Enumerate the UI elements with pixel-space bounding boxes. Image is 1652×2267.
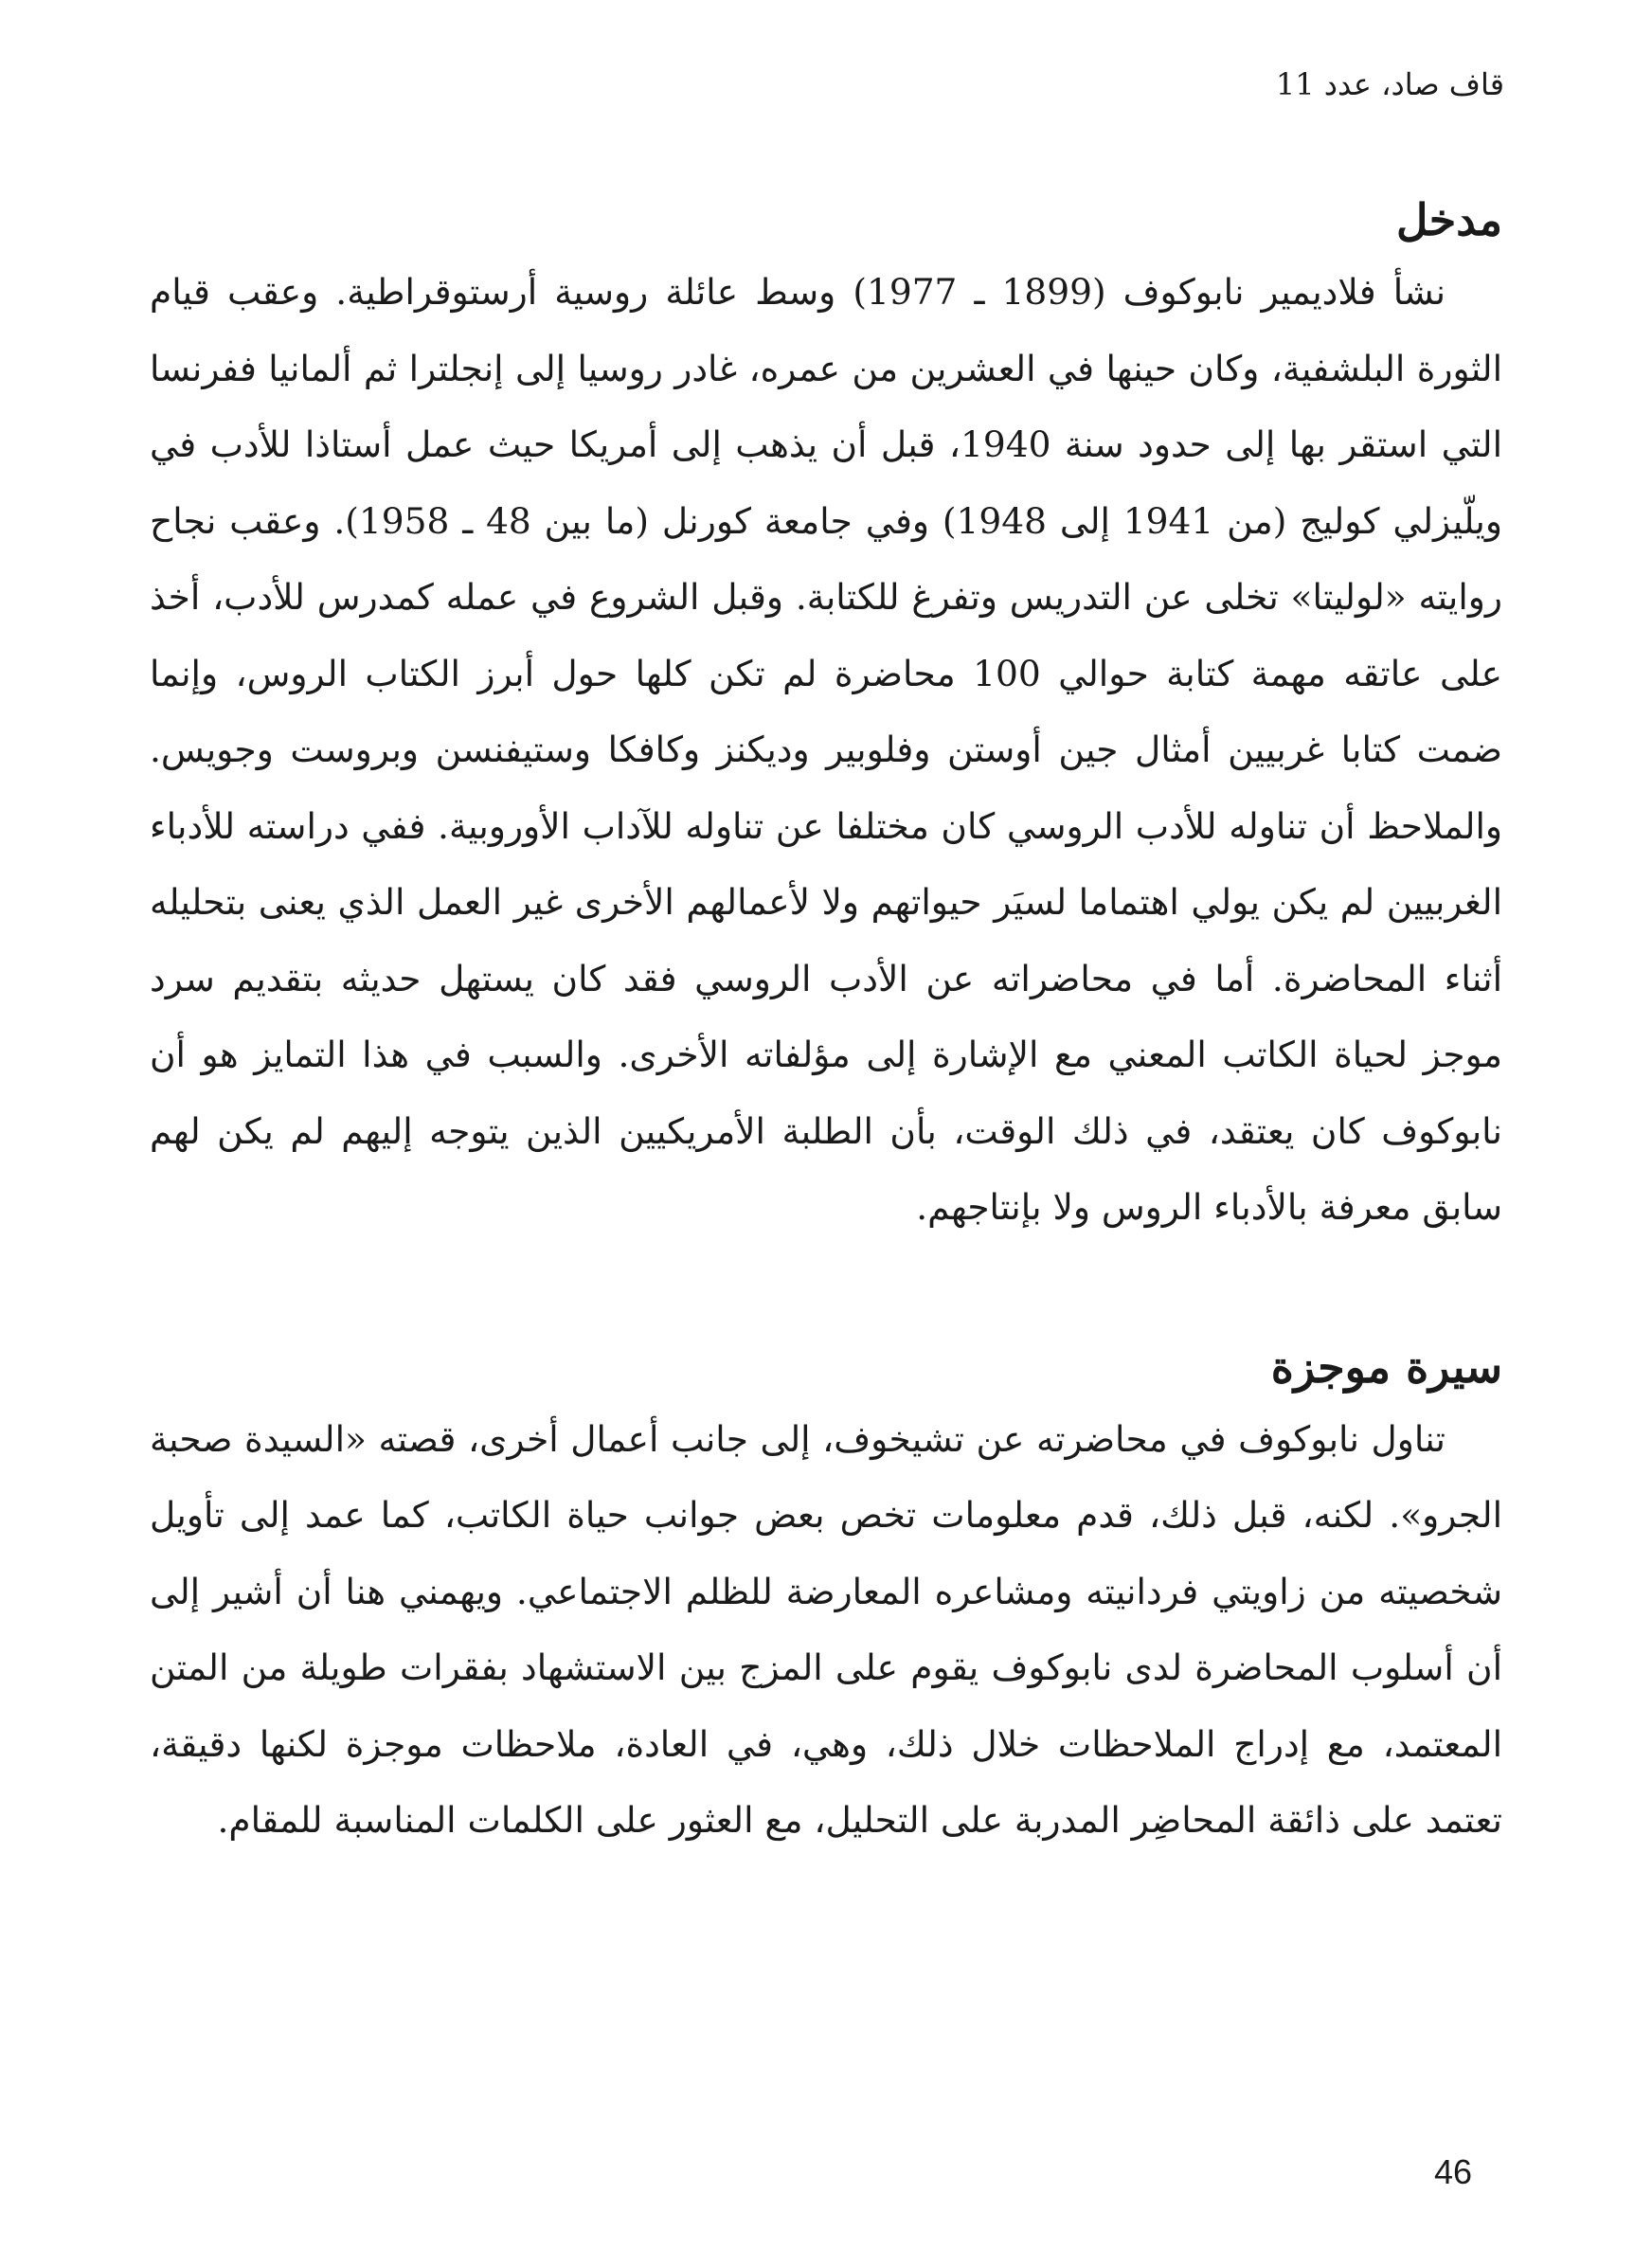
- section-spacer: [150, 1246, 1502, 1333]
- paragraph-introduction: نشأ فلاديمير نابوكوف (1899 ـ 1977) وسط عائلة روسية أرستوقراطية. وعقب قيام الثورة البلشفية، وكان حينها في العشرين من عمره، غادر روسيا إلى إنجلترا ثم ألمانيا ففرنسا التي استقر بها إلى حدود سنة 1940، قبل أن يذهب إلى أمريكا حيث عمل أستاذا للأدب في ويلّيزلي كوليج (من 1941 إلى 1948) وفي جامعة كورنل (ما بين 48 ـ 1958). وعقب نجاح روايته «لوليتا» تخلى عن التدريس وتفرغ للكتابة. وقبل الشروع في عمله كمدرس للأدب، أخذ على عاتقه مهمة كتابة حوالي 100 محاضرة لم تكن كلها حول أبرز الكتاب الروس، وإنما ضمت كتابا غربيين أمثال جين أوستن وفلوبير وديكنز وكافكا وستيفنسن وبروست وجويس. والملاحظ أن تناوله للأدب الروسي كان مختلفا عن تناوله للآداب الأوروبية. ففي دراسته للأدباء الغربيين لم يكن يولي اهتماما لسيَر حيواتهم ولا لأعمالهم الأخرى غير العمل الذي يعنى بتحليله أثناء المحاضرة. أما في محاضراته عن الأدب الروسي فقد كان يستهل حديثه بتقديم سرد موجز لحياة الكاتب المعني مع الإشارة إلى مؤلفاته الأخرى. والسبب في هذا التمايز هو أن نابوكوف كان يعتقد، في ذلك الوقت، بأن الطلبة الأمريكيين الذين يتوجه إليهم لم يكن لهم سابق معرفة بالأدباء الروس ولا بإنتاجهم.: [150, 271, 1502, 1228]
- page-body: [150, 186, 1502, 1859]
- section-title-brief-biography: سيرة موجزة: [1270, 1340, 1502, 1393]
- paragraph-brief-biography: تناول نابوكوف في محاضرته عن تشيخوف، إلى جانب أعمال أخرى، قصته «السيدة صحبة الجرو». لكنه، قبل ذلك، قدم معلومات تخص بعض جوانب حياة الكاتب، كما عمد إلى تأويل شخصيته من زاويتي فردانيته ومشاعره المعارضة للظلم الاجتماعي. ويهمني هنا أن أشير إلى أن أسلوب المحاضرة لدى نابوكوف يقوم على المزج بين الاستشهاد بفقرات طويلة من المتن المعتمد، مع إدراج الملاحظات خلال ذلك، وهي، في العادة، ملاحظات موجزة لكنها دقيقة، تعتمد على ذائقة المحاضِر المدربة على التحليل، مع العثور على الكلمات المناسبة للمقام.: [150, 1417, 1502, 1841]
- section-title-introduction: مدخل: [1395, 194, 1502, 245]
- page-number: 46: [1434, 2152, 1473, 2191]
- running-header: قاف صاد، عدد 11: [1275, 66, 1504, 102]
